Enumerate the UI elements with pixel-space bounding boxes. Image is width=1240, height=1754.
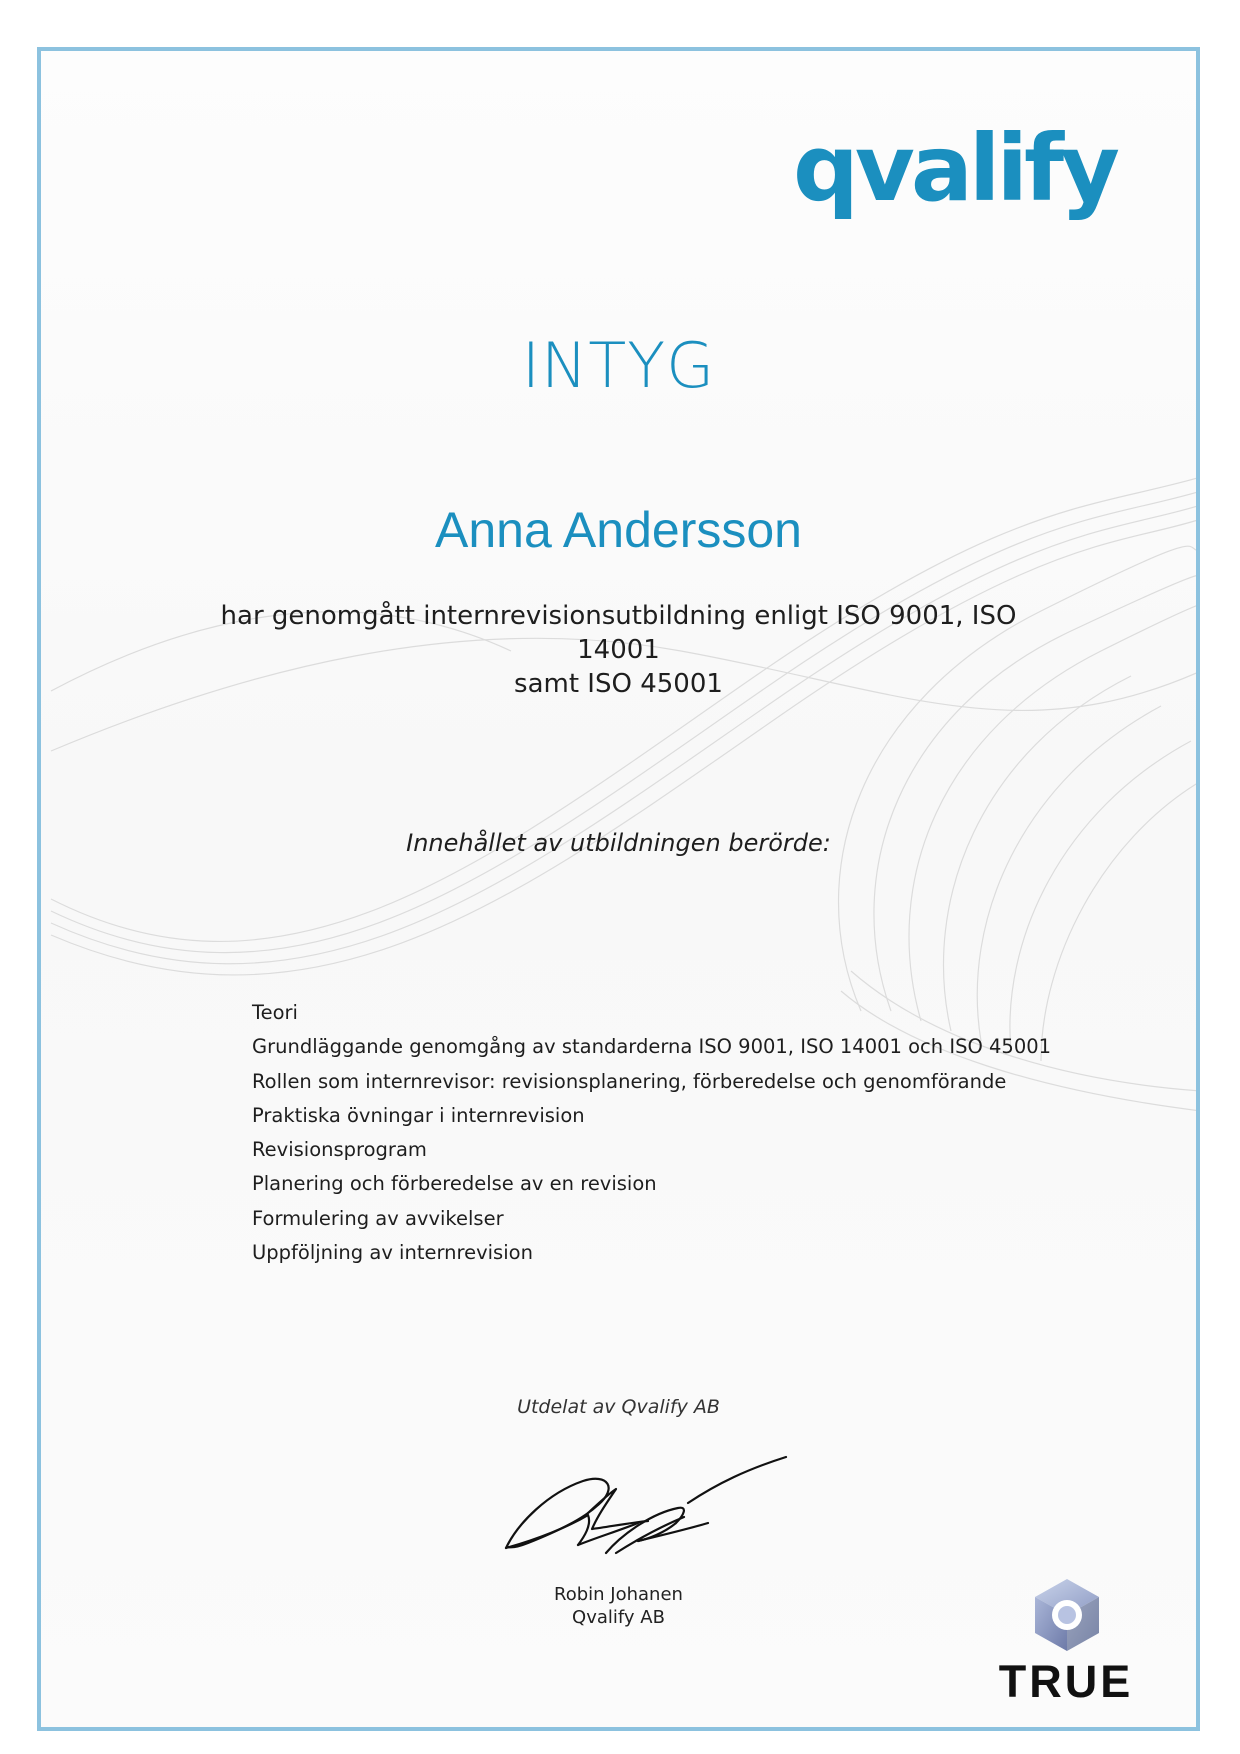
- true-hexagon-icon: [1029, 1577, 1105, 1653]
- list-item: Praktiska övningar i internrevision: [252, 1103, 585, 1127]
- list-item: Rollen som internrevisor: revisionsplanering, förberedelse och genomförande: [252, 1069, 1007, 1093]
- list-item: Planering och förberedelse av en revision: [252, 1172, 657, 1196]
- list-item: Formulering av avvikelser: [252, 1206, 504, 1230]
- signer-company: Qvalify AB: [572, 1607, 665, 1628]
- awarded-by: Utdelat av Qvalify AB: [517, 1396, 720, 1418]
- statement-line: samt ISO 45001: [514, 669, 723, 699]
- certificate-statement: [191, 599, 1046, 701]
- signer-name: Robin Johanen: [554, 1584, 683, 1605]
- qvalify-logo: qvalify: [793, 115, 1116, 222]
- list-item: Teori: [252, 1001, 298, 1024]
- content-heading: Innehållet av utbildningen berörde:: [406, 829, 831, 857]
- content-list: [252, 996, 1051, 1270]
- list-item: Grundläggande genomgång av standarderna ISO 9001, ISO 14001 och ISO 45001: [252, 1035, 1052, 1059]
- statement-line: har genomgått internrevisionsutbildning enligt ISO 9001, ISO 14001: [220, 601, 1017, 665]
- true-badge: [991, 1577, 1141, 1707]
- recipient-name: Anna Andersson: [435, 502, 802, 558]
- list-item: Uppföljning av internrevision: [252, 1241, 533, 1265]
- signature: [488, 1453, 798, 1563]
- list-item: Revisionsprogram: [252, 1138, 427, 1162]
- true-badge-text: TRUE: [998, 1656, 1134, 1707]
- certificate-frame: [37, 47, 1200, 1731]
- certificate-title: INTYG: [521, 329, 716, 402]
